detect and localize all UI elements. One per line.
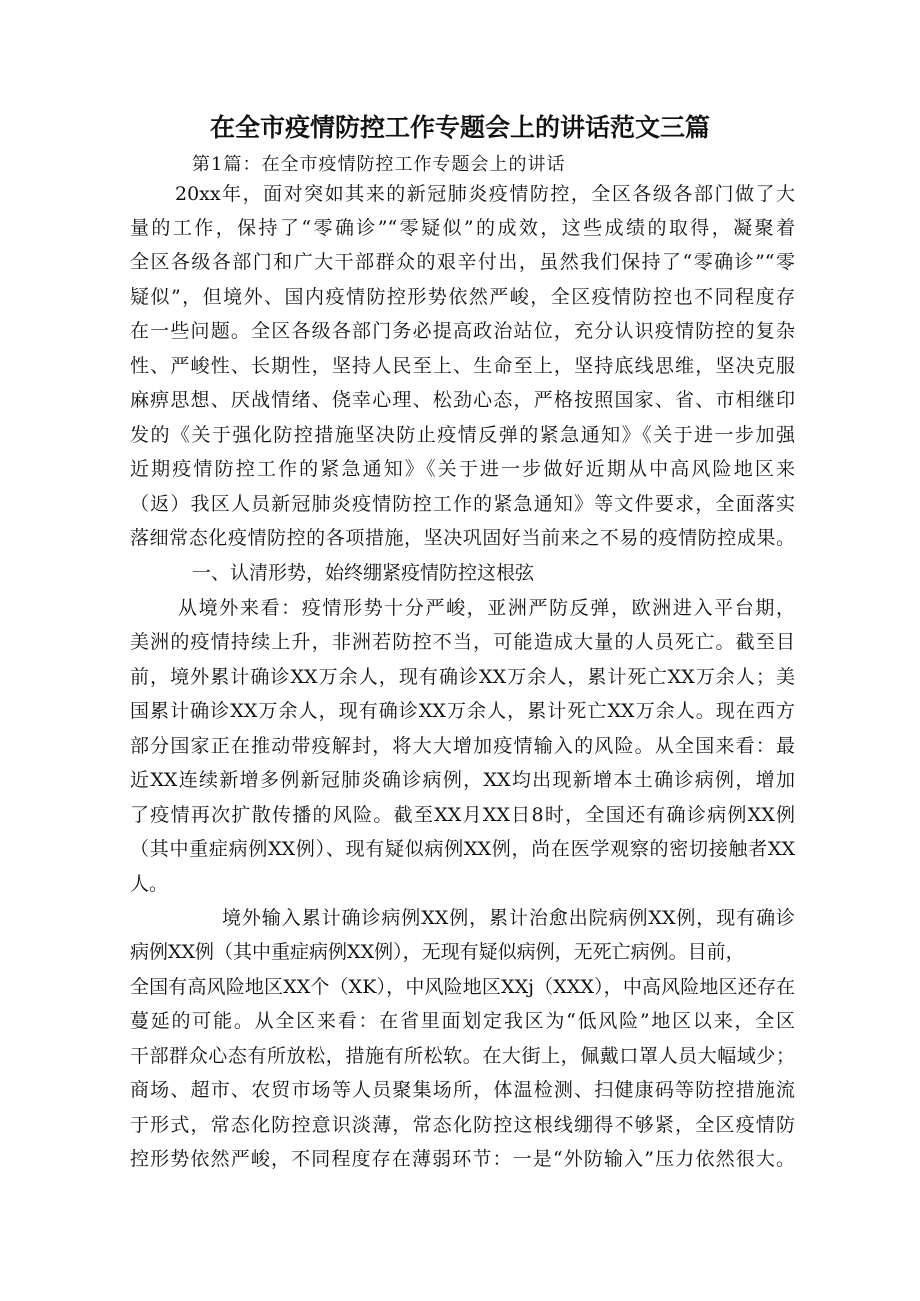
paragraph-line: 落细常态化疫情防控的各项措施，坚决巩固好当前来之不易的疫情防控成果。 <box>130 527 795 549</box>
paragraph-line: 美洲的疫情持续上升，非洲若防控不当，可能造成大量的人员死亡。截至目 <box>130 631 795 653</box>
paragraph-line: 性、严峻性、长期性，坚持人民至上、生命至上，坚持底线思维，坚决克服 <box>130 355 795 377</box>
paragraph-line: 在一些问题。全区各级各部门务必提高政治站位，充分认识疫情防控的复杂 <box>130 320 795 342</box>
paragraph-line: 部分国家正在推动带疫解封，将大大增加疫情输入的风险。从全国来看：最 <box>130 735 795 757</box>
paragraph-line: 商场、超市、农贸市场等人员聚集场所，体温检测、扫健康码等防控措施流 <box>130 1079 795 1101</box>
paragraph-line: 国累计确诊XX万余人，现有确诊XX万余人，累计死亡XX万余人。现在西方 <box>130 700 795 722</box>
paragraph-line: 量的工作，保持了“零确诊”“零疑似”的成效，这些成绩的取得，凝聚着 <box>130 217 795 239</box>
paragraph-line: 病例XX例（其中重症病例XX例），无现有疑似病例，无死亡病例。目前， <box>130 941 745 963</box>
paragraph-line: 近XX连续新增多例新冠肺炎确诊病例，XX均出现新增本土确诊病例，增加 <box>130 769 795 791</box>
paragraph-line: 干部群众心态有所放松，措施有所松软。在大街上，佩戴口罩人员大幅域少； <box>130 1045 795 1067</box>
paragraph-line: 发的《关于强化防控措施坚决防止疫情反弹的紧急通知》《关于进一步加强 <box>130 424 795 446</box>
paragraph-line: 前，境外累计确诊XX万余人，现有确诊XX万余人，累计死亡XX万余人；美 <box>130 666 795 688</box>
paragraph-line: 全区各级各部门和广大干部群众的艰辛付出，虽然我们保持了“零确诊”“零 <box>130 251 795 273</box>
paragraph-line: 疑似”，但境外、国内疫情防控形势依然严峻，全区疫情防控也不同程度存 <box>130 286 795 308</box>
paragraph-line: 于形式，常态化防控意识淡薄，常态化防控这根线绷得不够紧，全区疫情防 <box>130 1114 795 1136</box>
paragraph-line: 全国有高风险地区XX个（XK），中风险地区XXj（XXX），中高风险地区还存在 <box>130 976 795 998</box>
paragraph-line: 从境外来看：疫情形势十分严峻，亚洲严防反弹，欧洲进入平台期， <box>178 597 795 619</box>
document-title: 在全市疫情防控工作专题会上的讲话范文三篇 <box>209 113 710 142</box>
paragraph-line: （返）我区人员新冠肺炎疫情防控工作的紧急通知》等文件要求，全面落实 <box>130 493 795 515</box>
paragraph-line: 麻痹思想、厌战情绪、侥幸心理、松劲心态，严格按照国家、省、市相继印 <box>130 389 795 411</box>
paragraph-line: 人。 <box>130 873 169 895</box>
paragraph-line: 20xx年，面对突如其来的新冠肺炎疫情防控，全区各级各部门做了大 <box>175 183 795 205</box>
paragraph-line: 近期疫情防控工作的紧急通知》《关于进一步做好近期从中高风险地区来 <box>130 458 795 480</box>
paragraph-line: （其中重症病例XX例）、现有疑似病例XX例，尚在医学观察的密切接触者XX <box>130 838 795 860</box>
section-heading: 一、认清形势，始终绷紧疫情防控这根弦 <box>192 562 535 584</box>
paragraph-line: 了疫情再次扩散传播的风险。截至XX月XX日8时，全国还有确诊病例XX例 <box>130 804 795 826</box>
paragraph-line: 蔓延的可能。从全区来看：在省里面划定我区为“低风险”地区以来，全区 <box>130 1010 795 1032</box>
paragraph-line: 控形势依然严峻，不同程度存在薄弱环节：一是“外防输入”压力依然很大。 <box>130 1148 795 1170</box>
document-subtitle: 第1篇：在全市疫情防控工作专题会上的讲话 <box>192 154 566 175</box>
paragraph-line: 境外输入累计确诊病例XX例，累计治愈出院病例XX例，现有确诊 <box>222 907 795 929</box>
